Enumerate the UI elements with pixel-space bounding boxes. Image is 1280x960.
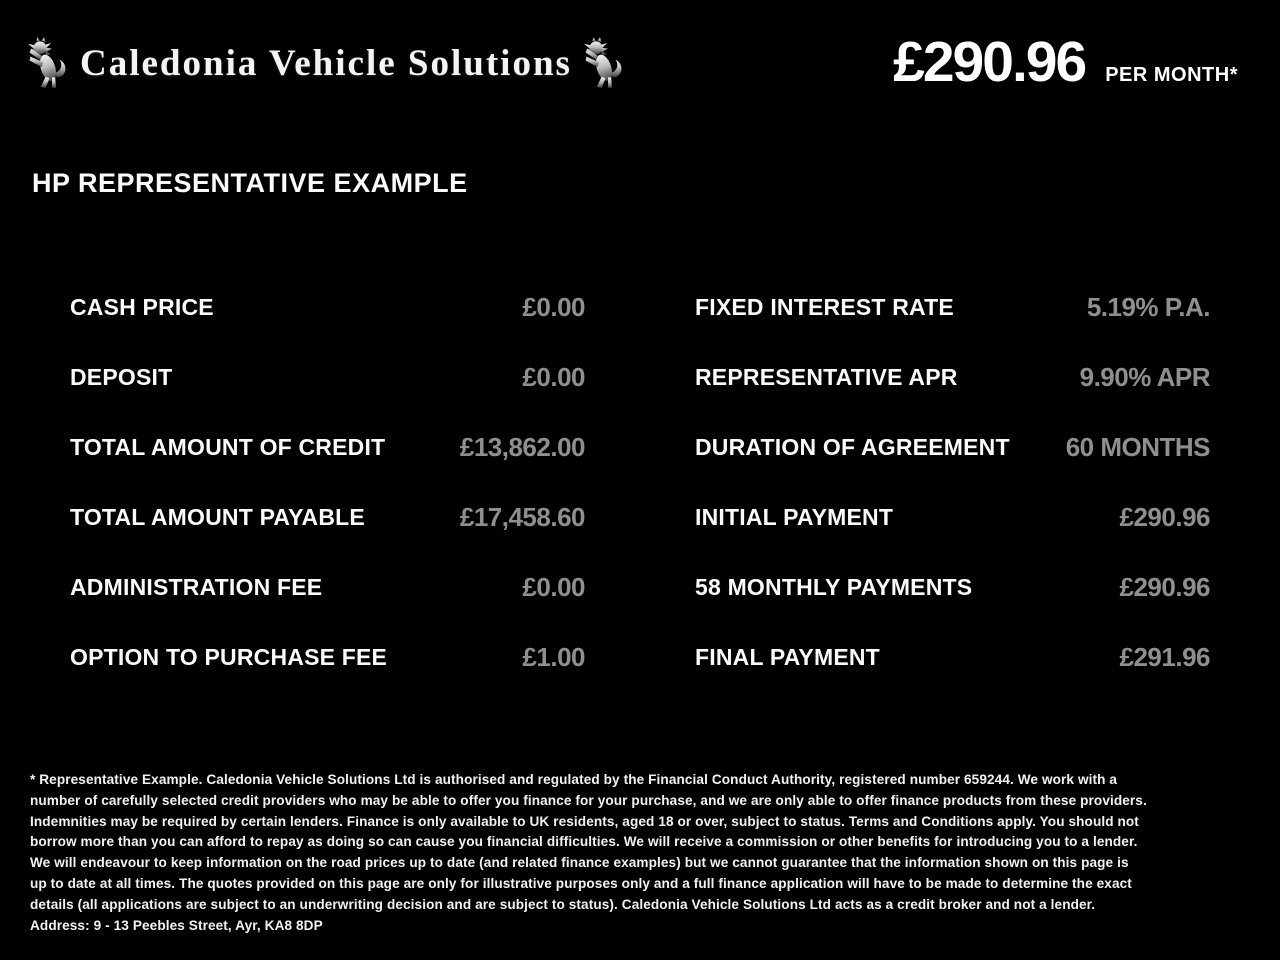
finance-row [695, 552, 1210, 622]
finance-row [70, 272, 585, 342]
lion-rampant-icon [28, 37, 68, 89]
lion-rampant-icon [584, 37, 624, 89]
finance-row-value: 5.19% P.A. [1086, 291, 1210, 322]
finance-row [695, 412, 1210, 482]
finance-row-label: DURATION OF AGREEMENT [695, 433, 1010, 460]
finance-column-left [70, 272, 585, 692]
finance-row-label: FIXED INTEREST RATE [695, 293, 954, 320]
finance-row-label: OPTION TO PURCHASE FEE [70, 643, 388, 670]
monthly-price-amount: £290.96 [893, 30, 1086, 94]
finance-row-value: £290.96 [1119, 571, 1210, 602]
finance-row-value: £290.96 [1119, 501, 1210, 532]
finance-row-value: £0.00 [522, 361, 585, 392]
finance-row [70, 342, 585, 412]
finance-row-label: TOTAL AMOUNT PAYABLE [70, 503, 365, 530]
finance-row-value: £0.00 [522, 571, 585, 602]
finance-row [695, 482, 1210, 552]
brand-logo [28, 36, 624, 90]
finance-row-label: REPRESENTATIVE APR [695, 363, 958, 390]
finance-row [70, 482, 585, 552]
legal-disclaimer: * Representative Example. Caledonia Vehicle Solutions Ltd is authorised and regulated by the Financial Conduct Authority, registered number 659244. We work with a number of carefully selected credit providers who may be able to offer you finance for your purchase, and we are only able to offer finance products from these providers. Indemnities may be required by certain lenders. Finance is only available to UK residents, aged 18 or over, subject to status. Terms and Conditions apply. You should not borrow more than you can afford to repay as doing so can cause you financial difficulties. We will receive a commission or other benefits for introducing you to a lender. We will endeavour to keep information on the road prices up to date (and related finance examples) but we cannot guarantee that the information shown on this page is up to date at all times. The quotes provided on this page are only for illustrative purposes only and a full finance application will have to be made to determine the exact details (all applications are subject to an underwriting decision and are subject to status). Caledonia Vehicle Solutions Ltd acts as a credit broker and not a lender. Address: 9 - 13 Peebles Street, Ayr, KA8 8DP [30, 772, 1147, 933]
page-title: HP REPRESENTATIVE EXAMPLE [32, 168, 468, 198]
monthly-price [893, 30, 1238, 94]
finance-row-label: FINAL PAYMENT [695, 643, 880, 670]
finance-row-value: 9.90% APR [1079, 361, 1210, 392]
finance-row [695, 272, 1210, 342]
finance-row-value: £1.00 [522, 641, 585, 672]
brand-name: Caledonia Vehicle Solutions [80, 42, 572, 84]
finance-row-label: TOTAL AMOUNT OF CREDIT [70, 433, 386, 460]
finance-row-value: £13,862.00 [459, 431, 585, 462]
finance-row-label: INITIAL PAYMENT [695, 503, 894, 530]
finance-row-label: 58 MONTHLY PAYMENTS [695, 573, 973, 600]
finance-column-right [695, 272, 1210, 692]
finance-row [70, 552, 585, 622]
monthly-price-period: PER MONTH* [1105, 64, 1238, 86]
finance-row-value: £291.96 [1119, 641, 1210, 672]
finance-row-label: DEPOSIT [70, 363, 173, 390]
finance-row-value: £17,458.60 [459, 501, 585, 532]
finance-row [695, 342, 1210, 412]
finance-row-value: £0.00 [522, 291, 585, 322]
finance-row-label: CASH PRICE [70, 293, 214, 320]
finance-row-value: 60 MONTHS [1065, 431, 1210, 462]
finance-row [70, 412, 585, 482]
finance-table [70, 272, 1210, 692]
finance-row-label: ADMINISTRATION FEE [70, 573, 323, 600]
finance-row [695, 622, 1210, 692]
finance-row [70, 622, 585, 692]
